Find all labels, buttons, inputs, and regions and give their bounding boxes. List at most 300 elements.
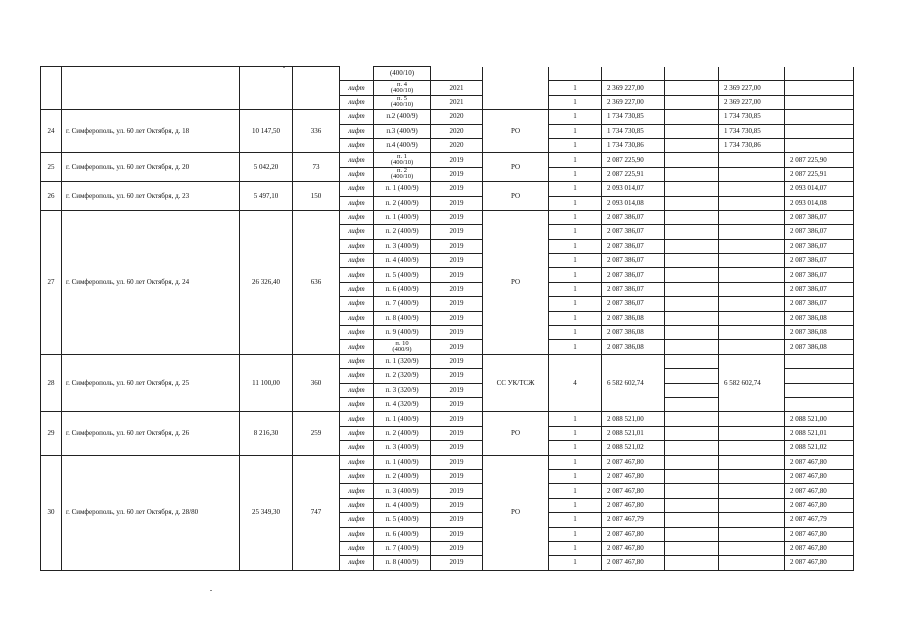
cell-c3: 2 087 467,80 — [785, 469, 854, 483]
cell-equipment: лифт — [340, 556, 374, 570]
cell-year: 2019 — [431, 469, 483, 483]
cell-cost: 2 087 467,80 — [602, 469, 665, 483]
cell-c2 — [719, 513, 785, 527]
cell-year: 2019 — [431, 239, 483, 253]
cell-num: 25 — [41, 153, 62, 182]
cell-year: 2019 — [431, 354, 483, 368]
cell-cost: 2 087 386,08 — [602, 340, 665, 354]
cell-c1 — [665, 412, 719, 426]
cell-residents: 73 — [293, 153, 340, 182]
cell-cost: 2 093 014,07 — [602, 182, 665, 196]
cell-year: 2019 — [431, 340, 483, 354]
cell-qty: 1 — [549, 124, 602, 138]
cell-entrance: п. 1 (320/9) — [374, 354, 431, 368]
cell-c1 — [665, 311, 719, 325]
cell-c3: 2 087 386,07 — [785, 225, 854, 239]
cell-c1 — [665, 297, 719, 311]
cell-c2: 2 369 227,00 — [719, 81, 785, 95]
cell-c1 — [665, 124, 719, 138]
cell-c3 — [785, 354, 854, 368]
cell-equipment: лифт — [340, 239, 374, 253]
cell-cost: 2 087 467,80 — [602, 541, 665, 555]
cell-c2: 1 734 730,86 — [719, 138, 785, 152]
cell-c2 — [719, 469, 785, 483]
cell-c3: 2 087 467,80 — [785, 527, 854, 541]
cell-year: 2019 — [431, 527, 483, 541]
cell-entrance: п. 2 (320/9) — [374, 369, 431, 383]
cell-qty: 1 — [549, 153, 602, 167]
cell-line: (400/10) — [390, 173, 414, 181]
cell-line: п. 2 — [397, 167, 407, 174]
cell-c2: 6 582 602,74 — [719, 354, 785, 412]
cell-year: 2019 — [431, 210, 483, 224]
table-row — [41, 455, 854, 469]
cell-entrance — [374, 340, 431, 354]
cell-year: 2019 — [431, 196, 483, 210]
cell-qty: 1 — [549, 513, 602, 527]
table-row — [41, 153, 854, 167]
cell-c2 — [719, 455, 785, 469]
cell-c1 — [665, 239, 719, 253]
cell-line: (400/10) — [390, 101, 414, 109]
cell-c3: 2 088 521,00 — [785, 412, 854, 426]
cell-area: 11 100,00 — [240, 354, 293, 412]
cell-cost: 1 734 730,85 — [602, 110, 665, 124]
cell-year: 2019 — [431, 182, 483, 196]
cell-entrance: п. 2 (400/9) — [374, 426, 431, 440]
cell-owner — [483, 67, 549, 110]
cell-equipment: лифт — [340, 95, 374, 109]
cell-qty: 1 — [549, 167, 602, 181]
cell-c1 — [665, 513, 719, 527]
cell-c2 — [719, 426, 785, 440]
cell-c1 — [665, 340, 719, 354]
cell-qty: 1 — [549, 254, 602, 268]
cell-year: 2019 — [431, 426, 483, 440]
cell-c2 — [719, 196, 785, 210]
cell-year: 2020 — [431, 110, 483, 124]
cell-year: 2019 — [431, 513, 483, 527]
cell-c1 — [665, 397, 719, 411]
cell-equipment: лифт — [340, 182, 374, 196]
cell-entrance: п. 1 (400/9) — [374, 412, 431, 426]
cell-c2 — [719, 167, 785, 181]
cell-c1 — [665, 225, 719, 239]
cell-cost: 2 369 227,00 — [602, 81, 665, 95]
cell-qty: 1 — [549, 441, 602, 455]
cell-residents — [293, 67, 340, 110]
cell-cost: 2 087 225,90 — [602, 153, 665, 167]
cell-cost — [602, 67, 665, 81]
cell-equipment: лифт — [340, 326, 374, 340]
cell-c1 — [665, 455, 719, 469]
cell-area: 25 349,30 — [240, 455, 293, 570]
cell-qty: 1 — [549, 426, 602, 440]
cell-c2 — [719, 225, 785, 239]
cell-c3: 2 087 386,07 — [785, 239, 854, 253]
cell-cost: 2 087 467,79 — [602, 513, 665, 527]
cell-c2 — [719, 340, 785, 354]
cell-area: 10 147,50 — [240, 110, 293, 153]
cell-c2 — [719, 556, 785, 570]
cell-qty: 1 — [549, 541, 602, 555]
cell-address: г. Симферополь, ул. 60 лет Октября, д. 28/80 — [62, 455, 240, 570]
cell-year: 2019 — [431, 498, 483, 512]
cell-cost: 1 734 730,85 — [602, 124, 665, 138]
cell-cost: 2 087 386,07 — [602, 297, 665, 311]
cell-num: 28 — [41, 354, 62, 412]
cell-qty: 1 — [549, 455, 602, 469]
cell-c3: 2 087 386,08 — [785, 340, 854, 354]
cell-equipment — [340, 67, 374, 81]
cell-c2 — [719, 412, 785, 426]
cell-cost: 2 087 225,91 — [602, 167, 665, 181]
cell-equipment: лифт — [340, 340, 374, 354]
cell-qty: 1 — [549, 297, 602, 311]
cell-c3 — [785, 110, 854, 124]
cell-equipment: лифт — [340, 138, 374, 152]
cell-year: 2019 — [431, 153, 483, 167]
cell-entrance: п. 3 (400/9) — [374, 441, 431, 455]
cell-area — [240, 67, 293, 110]
cell-c3: 2 087 467,80 — [785, 484, 854, 498]
cell-cost: 2 087 386,08 — [602, 326, 665, 340]
cell-c3 — [785, 369, 854, 383]
cell-qty: 1 — [549, 239, 602, 253]
cell-cost: 2 088 521,00 — [602, 412, 665, 426]
cell-entrance: п. 7 (400/9) — [374, 541, 431, 555]
cell-cost: 2 087 386,07 — [602, 282, 665, 296]
cell-c1 — [665, 354, 719, 368]
cell-equipment: лифт — [340, 268, 374, 282]
cell-qty: 1 — [549, 138, 602, 152]
cell-qty: 1 — [549, 196, 602, 210]
table-row — [41, 412, 854, 426]
cell-area: 5 497,10 — [240, 182, 293, 211]
cell-entrance: п. 1 (400/9) — [374, 182, 431, 196]
cell-c1 — [665, 138, 719, 152]
cell-qty: 1 — [549, 182, 602, 196]
cell-year: 2019 — [431, 397, 483, 411]
cell-owner: РО — [483, 210, 549, 354]
cell-entrance: п. 1 (400/9) — [374, 455, 431, 469]
cell-c3: 2 087 386,07 — [785, 297, 854, 311]
cell-equipment: лифт — [340, 455, 374, 469]
cell-c1 — [665, 282, 719, 296]
cell-entrance: (400/10) — [374, 67, 431, 81]
cell-qty: 1 — [549, 484, 602, 498]
cell-year: 2019 — [431, 268, 483, 282]
cell-entrance: п. 6 (400/9) — [374, 527, 431, 541]
cell-num: 29 — [41, 412, 62, 455]
cell-c2: 1 734 730,85 — [719, 110, 785, 124]
cell-year: 2019 — [431, 225, 483, 239]
cell-qty: 1 — [549, 498, 602, 512]
cell-num — [41, 67, 62, 110]
cell-c2 — [719, 297, 785, 311]
cell-line: п. 4 — [397, 80, 407, 88]
table-row — [41, 182, 854, 196]
cell-c1 — [665, 527, 719, 541]
cell-c1 — [665, 426, 719, 440]
cell-year — [431, 67, 483, 81]
cell-equipment: лифт — [340, 469, 374, 483]
cell-equipment: лифт — [340, 196, 374, 210]
cell-cost: 2 093 014,08 — [602, 196, 665, 210]
cell-line: (400/10) — [390, 159, 414, 167]
cell-entrance — [374, 167, 431, 181]
cell-qty: 1 — [549, 326, 602, 340]
cell-c2 — [719, 498, 785, 512]
cell-c3: 2 087 386,08 — [785, 311, 854, 325]
cell-c1 — [665, 369, 719, 383]
cell-c1 — [665, 469, 719, 483]
cell-address: г. Симферополь, ул. 60 лет Октября, д. 26 — [62, 412, 240, 455]
cell-c2 — [719, 182, 785, 196]
cell-year: 2019 — [431, 297, 483, 311]
cell-qty: 1 — [549, 81, 602, 95]
cell-equipment: лифт — [340, 225, 374, 239]
cell-cost: 2 087 386,07 — [602, 239, 665, 253]
cell-address — [62, 67, 240, 110]
cell-qty: 1 — [549, 556, 602, 570]
cell-area: 26 326,40 — [240, 210, 293, 354]
cell-equipment: лифт — [340, 297, 374, 311]
cell-entrance: п. 8 (400/9) — [374, 311, 431, 325]
cell-entrance: п. 4 (400/9) — [374, 498, 431, 512]
cell-year: 2019 — [431, 383, 483, 397]
cell-equipment: лифт — [340, 167, 374, 181]
cell-equipment: лифт — [340, 153, 374, 167]
cell-year: 2020 — [431, 138, 483, 152]
cell-entrance: п. 4 (400/9) — [374, 254, 431, 268]
cell-c3: 2 087 386,07 — [785, 254, 854, 268]
cell-equipment: лифт — [340, 397, 374, 411]
cell-cost: 2 087 386,07 — [602, 268, 665, 282]
cell-line: п. 5 — [397, 95, 407, 102]
cell-owner: РО — [483, 412, 549, 455]
cell-residents: 150 — [293, 182, 340, 211]
cell-entrance: п. 3 (400/9) — [374, 239, 431, 253]
cell-qty: 1 — [549, 282, 602, 296]
cell-entrance: п. 2 (400/9) — [374, 196, 431, 210]
cell-cost: 6 582 602,74 — [602, 354, 665, 412]
cell-cost: 2 087 467,80 — [602, 527, 665, 541]
register-sheet — [40, 66, 854, 571]
cell-equipment: лифт — [340, 124, 374, 138]
cell-year: 2019 — [431, 326, 483, 340]
cell-owner: РО — [483, 182, 549, 211]
cell-c1 — [665, 67, 719, 81]
cell-c1 — [665, 81, 719, 95]
cell-num: 27 — [41, 210, 62, 354]
cell-address: г. Симферополь, ул. 60 лет Октября, д. 20 — [62, 153, 240, 182]
cell-line: п. 10 — [395, 339, 409, 347]
cell-c2 — [719, 268, 785, 282]
table-row — [41, 67, 854, 81]
cell-line: п. 1 — [397, 152, 407, 160]
cell-address: г. Симферополь, ул. 60 лет Октября, д. 23 — [62, 182, 240, 211]
cell-c3: 2 093 014,08 — [785, 196, 854, 210]
cell-equipment: лифт — [340, 484, 374, 498]
cell-c3: 2 087 467,80 — [785, 541, 854, 555]
cell-c2 — [719, 484, 785, 498]
cell-c1 — [665, 556, 719, 570]
cell-entrance: п. 2 (400/9) — [374, 225, 431, 239]
table-row — [41, 354, 854, 368]
cell-year: 2019 — [431, 167, 483, 181]
cell-owner: РО — [483, 110, 549, 153]
cell-equipment: лифт — [340, 282, 374, 296]
cell-entrance: п. 3 (400/9) — [374, 484, 431, 498]
cell-c1 — [665, 210, 719, 224]
cell-c1 — [665, 441, 719, 455]
cell-c3 — [785, 95, 854, 109]
cell-year: 2019 — [431, 541, 483, 555]
cell-cost: 2 088 521,01 — [602, 426, 665, 440]
cell-line: (400/10) — [390, 87, 414, 95]
cell-owner: РО — [483, 153, 549, 182]
table-row — [41, 210, 854, 224]
cell-c1 — [665, 383, 719, 397]
cell-cost: 2 087 467,80 — [602, 455, 665, 469]
cell-year: 2019 — [431, 282, 483, 296]
cell-qty: 1 — [549, 95, 602, 109]
cell-c3 — [785, 383, 854, 397]
cell-residents: 747 — [293, 455, 340, 570]
cell-c2 — [719, 441, 785, 455]
cell-c3: 2 087 467,80 — [785, 498, 854, 512]
cell-c3: 2 087 467,80 — [785, 556, 854, 570]
cell-year: 2020 — [431, 124, 483, 138]
cell-address: г. Симферополь, ул. 60 лет Октября, д. 24 — [62, 210, 240, 354]
cell-c2 — [719, 67, 785, 81]
cell-c2 — [719, 210, 785, 224]
cell-c3: 2 087 225,90 — [785, 153, 854, 167]
cell-equipment: лифт — [340, 210, 374, 224]
cell-c2 — [719, 153, 785, 167]
cell-c2: 2 369 227,00 — [719, 95, 785, 109]
scan-speck — [283, 67, 285, 68]
cell-cost: 2 087 467,80 — [602, 484, 665, 498]
cell-equipment: лифт — [340, 513, 374, 527]
cell-equipment: лифт — [340, 527, 374, 541]
cell-c2 — [719, 541, 785, 555]
cell-year: 2019 — [431, 484, 483, 498]
cell-c2 — [719, 326, 785, 340]
cell-entrance: п. 6 (400/9) — [374, 282, 431, 296]
cell-c3: 2 087 386,07 — [785, 282, 854, 296]
cell-c2 — [719, 239, 785, 253]
cell-cost: 2 369 227,00 — [602, 95, 665, 109]
cell-entrance: п. 3 (320/9) — [374, 383, 431, 397]
cell-equipment: лифт — [340, 426, 374, 440]
cell-address: г. Симферополь, ул. 60 лет Октября, д. 18 — [62, 110, 240, 153]
cell-c1 — [665, 153, 719, 167]
cell-equipment: лифт — [340, 311, 374, 325]
cell-owner: РО — [483, 455, 549, 570]
cell-c1 — [665, 110, 719, 124]
cell-cost: 2 087 467,80 — [602, 498, 665, 512]
cell-area: 5 042,20 — [240, 153, 293, 182]
cell-c3 — [785, 397, 854, 411]
cell-c3: 2 087 386,07 — [785, 210, 854, 224]
cell-year: 2019 — [431, 311, 483, 325]
cell-qty: 1 — [549, 469, 602, 483]
cell-c1 — [665, 484, 719, 498]
cell-entrance — [374, 81, 431, 95]
cell-owner: СС УК/ТСЖ — [483, 354, 549, 412]
cell-year: 2021 — [431, 95, 483, 109]
cell-equipment: лифт — [340, 110, 374, 124]
cell-cost: 2 087 386,08 — [602, 311, 665, 325]
cell-entrance: п. 9 (400/9) — [374, 326, 431, 340]
cell-equipment: лифт — [340, 354, 374, 368]
cell-equipment: лифт — [340, 254, 374, 268]
cell-c2 — [719, 282, 785, 296]
cell-c3: 2 088 521,02 — [785, 441, 854, 455]
cell-equipment: лифт — [340, 541, 374, 555]
cell-cost: 2 087 386,07 — [602, 254, 665, 268]
cell-entrance: п. 7 (400/9) — [374, 297, 431, 311]
cell-num: 26 — [41, 182, 62, 211]
cell-c1 — [665, 196, 719, 210]
cell-equipment: лифт — [340, 369, 374, 383]
cell-entrance: п.3 (400/9) — [374, 124, 431, 138]
cell-equipment: лифт — [340, 412, 374, 426]
cell-c3 — [785, 81, 854, 95]
cell-cost: 1 734 730,86 — [602, 138, 665, 152]
cell-c3: 2 087 467,80 — [785, 455, 854, 469]
cell-residents: 636 — [293, 210, 340, 354]
cell-c1 — [665, 182, 719, 196]
cell-num: 24 — [41, 110, 62, 153]
cell-num: 30 — [41, 455, 62, 570]
cell-equipment: лифт — [340, 498, 374, 512]
cell-residents: 360 — [293, 354, 340, 412]
cell-c2 — [719, 527, 785, 541]
cell-qty: 1 — [549, 268, 602, 282]
scan-speck — [210, 590, 212, 591]
cell-c1 — [665, 254, 719, 268]
cell-area: 8 216,30 — [240, 412, 293, 455]
cell-entrance: п. 8 (400/9) — [374, 556, 431, 570]
cell-entrance: п. 5 (400/9) — [374, 513, 431, 527]
cell-c3: 2 087 467,79 — [785, 513, 854, 527]
cell-c1 — [665, 167, 719, 181]
cell-c3 — [785, 67, 854, 81]
cell-qty: 1 — [549, 527, 602, 541]
cell-qty: 4 — [549, 354, 602, 412]
cell-address: г. Симферополь, ул. 60 лет Октября, д. 25 — [62, 354, 240, 412]
cell-c1 — [665, 326, 719, 340]
cell-entrance: п. 4 (320/9) — [374, 397, 431, 411]
cell-residents: 259 — [293, 412, 340, 455]
cell-c1 — [665, 541, 719, 555]
cell-cost: 2 088 521,02 — [602, 441, 665, 455]
cell-c3: 2 093 014,07 — [785, 182, 854, 196]
lift-replacement-table — [40, 66, 854, 571]
cell-equipment: лифт — [340, 81, 374, 95]
cell-c3: 2 088 521,01 — [785, 426, 854, 440]
cell-entrance: п.2 (400/9) — [374, 110, 431, 124]
cell-qty: 1 — [549, 311, 602, 325]
table-row — [41, 110, 854, 124]
cell-c3: 2 087 386,08 — [785, 326, 854, 340]
cell-c1 — [665, 95, 719, 109]
cell-qty: 1 — [549, 210, 602, 224]
cell-c1 — [665, 268, 719, 282]
